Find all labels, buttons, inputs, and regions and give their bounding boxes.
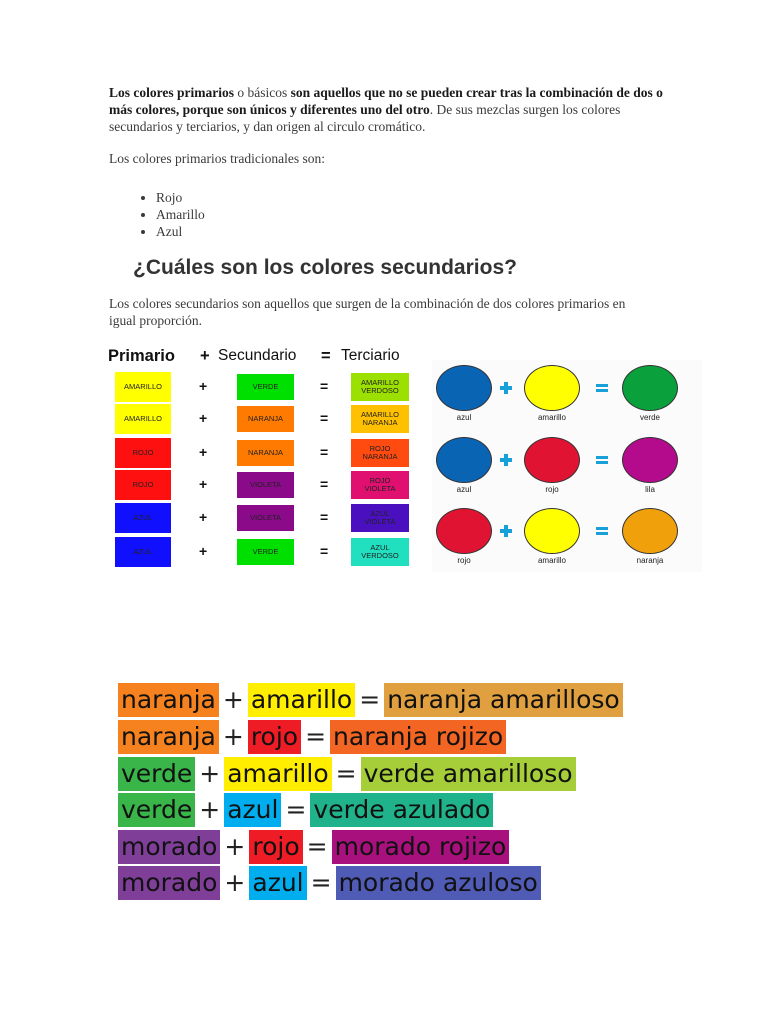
primary-color-cell: AZUL — [115, 537, 171, 567]
primary-color-list — [134, 189, 205, 240]
mix-result: morado rojizo — [332, 830, 510, 864]
tertiary-color-cell: ROJO NARANJA — [351, 439, 409, 467]
mix-row — [118, 793, 493, 827]
mix-color-b: amarillo — [224, 757, 331, 791]
mix-equals: = — [306, 832, 328, 861]
plus-symbol: + — [199, 444, 208, 460]
mix-result: verde azulado — [310, 793, 493, 827]
circle-label: naranja — [636, 556, 664, 565]
header-plus: + — [200, 347, 210, 365]
traditional-heading: Los colores primarios tradicionales son: — [109, 151, 325, 166]
color-mix-image — [118, 680, 648, 902]
secondary-color-cell: VERDE — [237, 539, 294, 565]
mix-equals: = — [359, 685, 381, 714]
mix-equals: = — [335, 759, 357, 788]
list-item: • Azul — [156, 223, 205, 240]
mix-row — [118, 757, 576, 791]
primary-color-cell: AZUL — [115, 503, 171, 533]
color-circle — [436, 508, 492, 554]
mix-color-b: rojo — [248, 720, 301, 754]
mix-color-a: verde — [118, 793, 195, 827]
circle-label: rojo — [545, 485, 559, 494]
color-circle — [622, 365, 678, 411]
equals-symbol: = — [320, 476, 329, 492]
equals-symbol: = — [320, 444, 329, 460]
primary-color-cell: AMARILLO — [115, 372, 171, 402]
primary-color-cell: AMARILLO — [115, 404, 171, 434]
mix-color-b: azul — [249, 866, 306, 900]
secondary-color-cell: NARANJA — [237, 440, 294, 466]
list-item: • Rojo — [156, 189, 205, 206]
mix-result: morado azuloso — [336, 866, 541, 900]
color-circle — [436, 365, 492, 411]
mix-result: naranja amarilloso — [384, 683, 623, 717]
mix-plus: + — [224, 832, 246, 861]
plus-symbol: + — [199, 476, 208, 492]
mix-color-a: naranja — [118, 720, 219, 754]
mix-color-b: amarillo — [248, 683, 355, 717]
circle-label: rojo — [457, 556, 471, 565]
tertiary-color-cell: AMARILLO VERDOSO — [351, 373, 409, 401]
list-item: • Amarillo — [156, 206, 205, 223]
plus-symbol: + — [199, 509, 208, 525]
equals-icon — [596, 455, 608, 465]
tertiary-color-cell: AZUL VERDOSO — [351, 538, 409, 566]
circle-label: lila — [645, 485, 655, 494]
plus-symbol: + — [199, 378, 208, 394]
header-primario: Primario — [108, 347, 175, 365]
intro-bold-definition: son aquellos que no se pueden crear tras la combinación de dos o más colores, porque son únicos y diferentes uno del otro — [109, 85, 663, 117]
color-circle — [524, 437, 580, 483]
equals-symbol: = — [320, 378, 329, 394]
secondary-color-cell: VIOLETA — [237, 505, 294, 531]
intro-paragraph — [109, 84, 669, 135]
header-terciario: Terciario — [341, 347, 400, 364]
secondary-color-cell: VIOLETA — [237, 472, 294, 498]
plus-icon — [500, 382, 512, 394]
plus-symbol: + — [199, 410, 208, 426]
color-circle — [622, 437, 678, 483]
equals-symbol: = — [320, 410, 329, 426]
equals-symbol: = — [320, 509, 329, 525]
tertiary-color-cell: AMARILLO NARANJA — [351, 405, 409, 433]
mix-plus: + — [199, 795, 221, 824]
mix-color-a: naranja — [118, 683, 219, 717]
mix-row — [118, 830, 509, 864]
header-equals: = — [321, 347, 331, 365]
color-circle — [436, 437, 492, 483]
mix-row — [118, 866, 541, 900]
tertiary-colors-table-image — [108, 345, 420, 567]
mix-color-a: morado — [118, 866, 220, 900]
mix-result: naranja rojizo — [330, 720, 506, 754]
intro-text-2: . De sus mezclas surgen los colores secundarios y terciarios, y dan origen al circulo cromático. — [109, 102, 621, 134]
mix-plus: + — [222, 685, 244, 714]
plus-icon — [500, 525, 512, 537]
color-circles-image — [432, 360, 702, 572]
tertiary-color-cell: AZUL VIOLETA — [351, 504, 409, 532]
mix-row — [118, 683, 623, 717]
mix-plus: + — [222, 722, 244, 751]
primary-color-cell: ROJO — [115, 470, 171, 500]
secondary-color-cell: VERDE — [237, 374, 294, 400]
equals-icon — [596, 383, 608, 393]
equals-symbol: = — [320, 543, 329, 559]
mix-result: verde amarilloso — [361, 757, 576, 791]
plus-icon — [500, 454, 512, 466]
mix-row — [118, 720, 506, 754]
mix-equals: = — [285, 795, 307, 824]
secondary-color-cell: NARANJA — [237, 406, 294, 432]
color-circle — [524, 508, 580, 554]
mix-color-a: morado — [118, 830, 220, 864]
mix-color-a: verde — [118, 757, 195, 791]
circle-label: azul — [456, 413, 472, 422]
color-circle — [622, 508, 678, 554]
mix-plus: + — [199, 759, 221, 788]
circle-label: amarillo — [537, 556, 566, 565]
intro-bold-term: Los colores primarios — [109, 85, 234, 100]
intro-text-1: o básicos — [234, 85, 291, 100]
header-secundario: Secundario — [218, 347, 297, 364]
circle-label: verde — [639, 413, 660, 422]
section-paragraph: Los colores secundarios son aquellos que surgen de la combinación de dos colores primarios en igual proporción. — [109, 296, 626, 328]
circle-label: amarillo — [537, 413, 566, 422]
circle-label: azul — [456, 485, 472, 494]
equals-icon — [596, 526, 608, 536]
mix-equals: = — [305, 722, 327, 751]
plus-symbol: + — [199, 543, 208, 559]
section-heading: ¿Cuáles son los colores secundarios? — [133, 256, 517, 279]
tertiary-color-cell: ROJO VIOLETA — [351, 471, 409, 499]
primary-color-cell: ROJO — [115, 438, 171, 468]
mix-plus: + — [224, 868, 246, 897]
mix-color-b: rojo — [249, 830, 302, 864]
color-circle — [524, 365, 580, 411]
mix-equals: = — [310, 868, 332, 897]
mix-color-b: azul — [224, 793, 281, 827]
